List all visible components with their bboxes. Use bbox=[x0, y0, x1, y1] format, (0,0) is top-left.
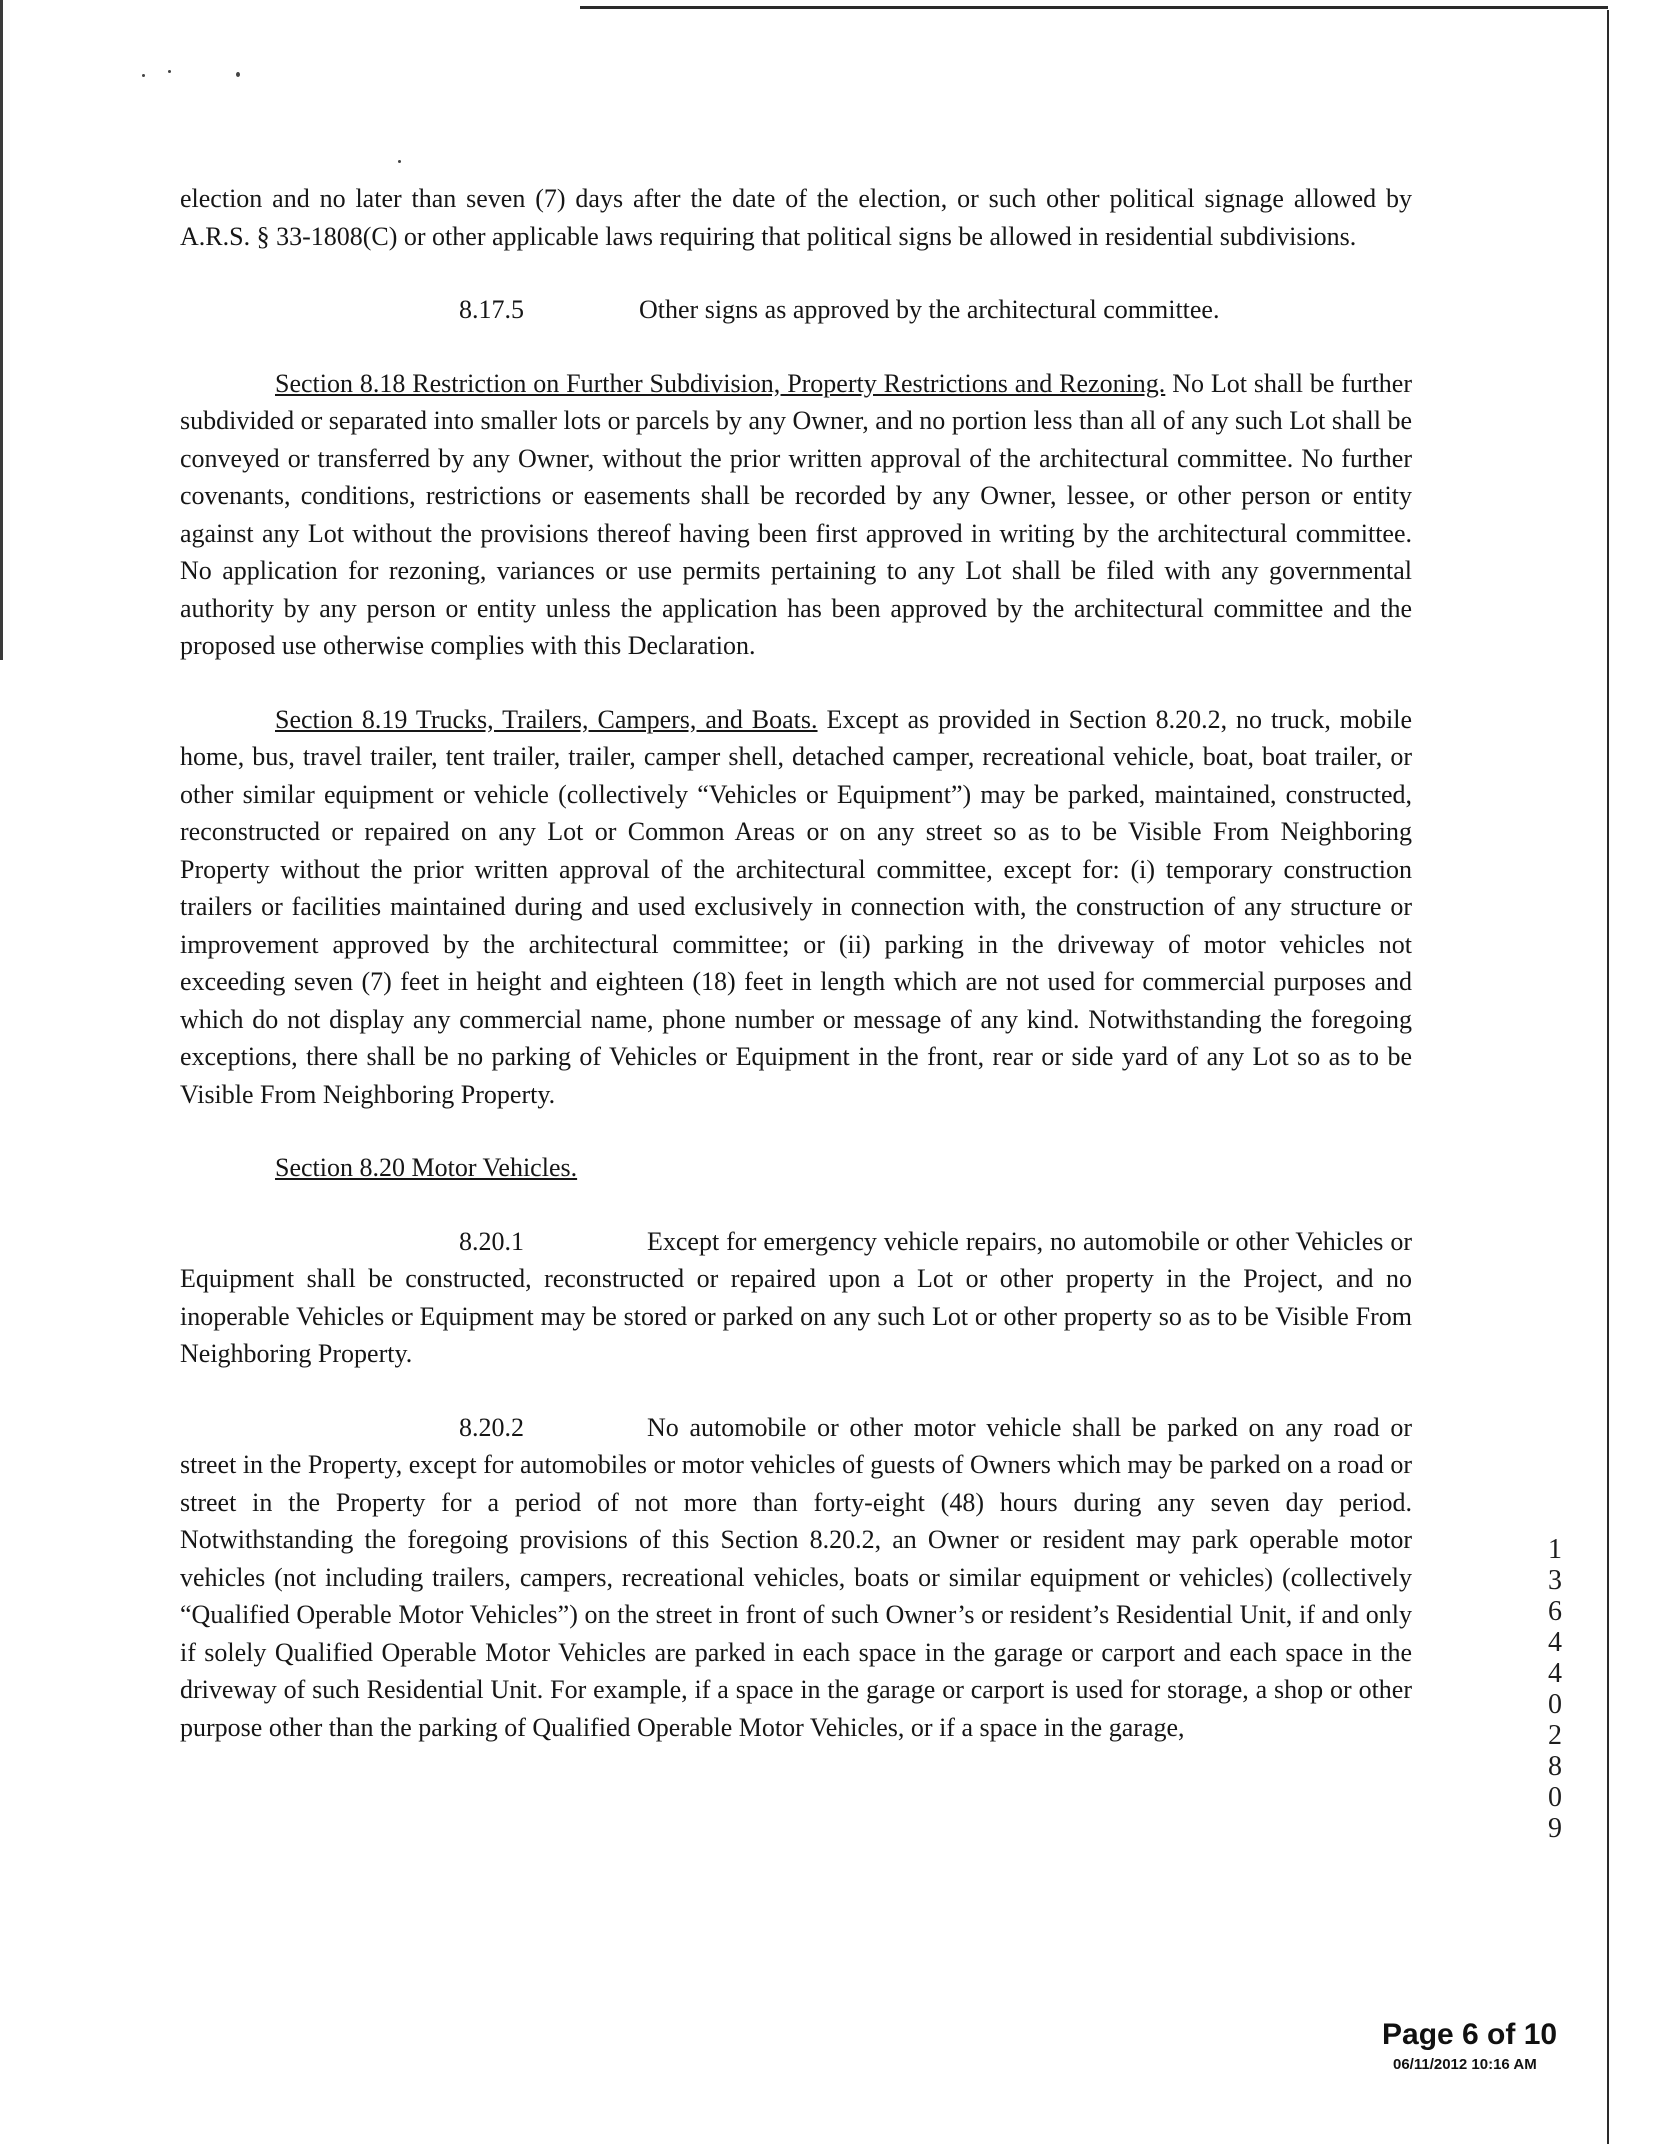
subsection-body: No automobile or other motor vehicle shall be parked on any road or street in the Property, except for automobiles or motor vehicles of guests of Owners which may be parked on a road or street in the Property for a period of not more than forty-eight (48) hours during any seven day period. Notwithstanding the foregoing provisions of this Section 8.20.2, an Owner or resident may park operable motor vehicles (not including trailers, campers, recreational vehicles, boats or similar equipment or vehicles) (collectively “Qualified Operable Motor Vehicles”) on the street in front of such Owner’s or resident’s Residential Unit, if and only if solely Qualified Operable Motor Vehicles are parked in each space in the garage or carport and each space in the driveway of such Residential Unit. For example, if a space in the garage or carport is used for storage, a shop or other purpose other than the parking of Qualified Operable Motor Vehicles, or if a space in the garage, bbox=[180, 1412, 1412, 1742]
section-8-19 bbox=[180, 701, 1412, 1114]
subsection-8-17-5 bbox=[180, 291, 1412, 329]
left-page-edge bbox=[0, 0, 3, 660]
recording-number: 1 3 6 4 4 0 2 8 0 9 bbox=[1548, 1534, 1562, 1844]
subsection-number: 8.17.5 bbox=[459, 295, 524, 324]
right-page-edge bbox=[1607, 10, 1609, 2144]
section-8-20 bbox=[180, 1149, 1412, 1187]
scan-speck bbox=[142, 74, 145, 77]
subsection-number: 8.20.2 bbox=[459, 1412, 524, 1442]
subsection-8-20-2 bbox=[180, 1409, 1412, 1747]
page-number: Page 6 of 10 bbox=[1382, 2018, 1558, 2051]
top-rule bbox=[580, 6, 1608, 9]
section-heading: Section 8.20 Motor Vehicles. bbox=[275, 1153, 578, 1182]
paragraph-election-continuation: election and no later than seven (7) days after the date of the election, or such other political signage allowed by A.R.S. § 33-1808(C) or other applicable laws requiring that political signs be allowed in residential subdivisions. bbox=[180, 184, 1412, 251]
section-body: Except as provided in Section 8.20.2, no truck, mobile home, bus, travel trailer, tent trailer, trailer, camper shell, detached camper, recreational vehicle, boat, boat trailer, or other similar equipment or vehicle (collectively “Vehicles or Equipment”) may be parked, maintained, constructed, reconstructed or repaired on any Lot or Common Areas or on any street so as to be Visible From Neighboring Property without the prior written approval of the architectural committee, except for: (i) temporary construction trailers or facilities maintained during and used exclusively in connection with, the construction of any structure or improvement approved by the architectural committee; or (ii) parking in the driveway of motor vehicles not exceeding seven (7) feet in height and eighteen (18) feet in length which are not used for commercial purposes and which do not display any commercial name, phone number or message of any kind. Notwithstanding the foregoing exceptions, there shall be no parking of Vehicles or Equipment in the front, rear or side yard of any Lot so as to be Visible From Neighboring Property. bbox=[180, 704, 1413, 1109]
scan-speck bbox=[236, 72, 240, 77]
section-heading: Section 8.18 Restriction on Further Subdivision, Property Restrictions and Rezoning. bbox=[275, 368, 1166, 398]
subsection-number: 8.20.1 bbox=[459, 1226, 524, 1256]
subsection-body: Except for emergency vehicle repairs, no automobile or other Vehicles or Equipment shall be constructed, reconstructed or repaired upon a Lot or other property in the Project, and no inoperable Vehicles or Equipment may be stored or parked on any such Lot or other property so as to be Visible From Neighboring Property. bbox=[180, 1226, 1412, 1368]
scan-speck bbox=[168, 70, 171, 73]
subsection-8-20-1 bbox=[180, 1223, 1412, 1373]
section-8-18 bbox=[180, 365, 1412, 665]
subsection-text: Other signs as approved by the architectural committee. bbox=[639, 295, 1220, 324]
section-heading: Section 8.19 Trucks, Trailers, Campers, and Boats. bbox=[275, 704, 818, 734]
scan-speck bbox=[398, 160, 401, 163]
print-timestamp: 06/11/2012 10:16 AM bbox=[1393, 2056, 1537, 2073]
section-body: No Lot shall be further subdivided or separated into smaller lots or parcels by any Owner, and no portion less than all of any such Lot shall be conveyed or transferred by any Owner, without the prior written approval of the architectural committee. No further covenants, conditions, restrictions or easements shall be recorded by any Owner, lessee, or other person or entity against any Lot without the provisions thereof having been first approved in writing by the architectural committee. No application for rezoning, variances or use permits pertaining to any Lot shall be filed with any governmental authority by any person or entity unless the application has been approved by the architectural committee and the proposed use otherwise complies with this Declaration. bbox=[180, 368, 1413, 660]
document-body bbox=[180, 180, 1412, 1746]
